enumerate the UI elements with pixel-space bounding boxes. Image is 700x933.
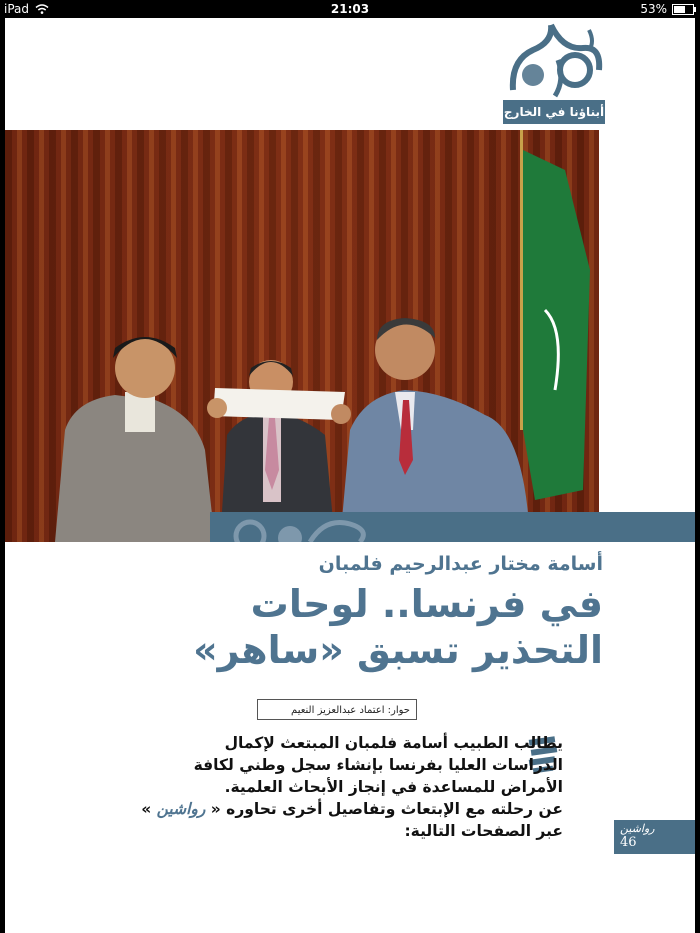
status-bar: [0, 0, 700, 18]
device-label: iPad: [4, 2, 30, 16]
magazine-page: [5, 18, 695, 933]
headline-line-2: التحذير تسبق «ساهر»: [193, 628, 603, 672]
battery-icon: [672, 4, 694, 15]
battery-percent: 53%: [640, 2, 667, 16]
intro-line: الأمراض للمساعدة في إنجاز الأبحاث العلمية.: [224, 778, 563, 796]
section-logo: [503, 20, 605, 124]
byline: حوار: اعتماد عبدالعزيز النعيم: [257, 699, 417, 720]
brand-inline: رواشين: [156, 800, 206, 818]
section-label: أبناؤنا في الخارج: [503, 100, 605, 124]
footer-brand: رواشين: [620, 822, 655, 835]
intro-line: يطالب الطبيب أسامة فلمبان المبتعث لإكمال: [224, 734, 563, 752]
page-number: 46: [620, 835, 637, 850]
title-band: [210, 512, 695, 542]
band-ornament-icon: [210, 512, 400, 542]
intro-line: عبر الصفحات التالية:: [404, 822, 563, 840]
article-intro: [133, 732, 563, 842]
intro-line: الدراسات العليا بفرنسا بإنشاء سجل وطني لكافة: [193, 756, 563, 774]
section-ornament-icon: [503, 20, 605, 100]
page-number-tab: [614, 820, 695, 854]
ceremony-photo: [5, 130, 599, 542]
intro-line: عن رحلته مع الإبتعاث وتفاصيل أخرى تحاوره « رواشين »: [141, 800, 563, 818]
article-subtitle: أسامة مختار عبدالرحيم فلمبان: [318, 553, 603, 575]
headline-line-1: في فرنسا.. لوحات: [250, 582, 603, 626]
clock: 21:03: [330, 2, 370, 16]
article-headline: [123, 581, 603, 673]
